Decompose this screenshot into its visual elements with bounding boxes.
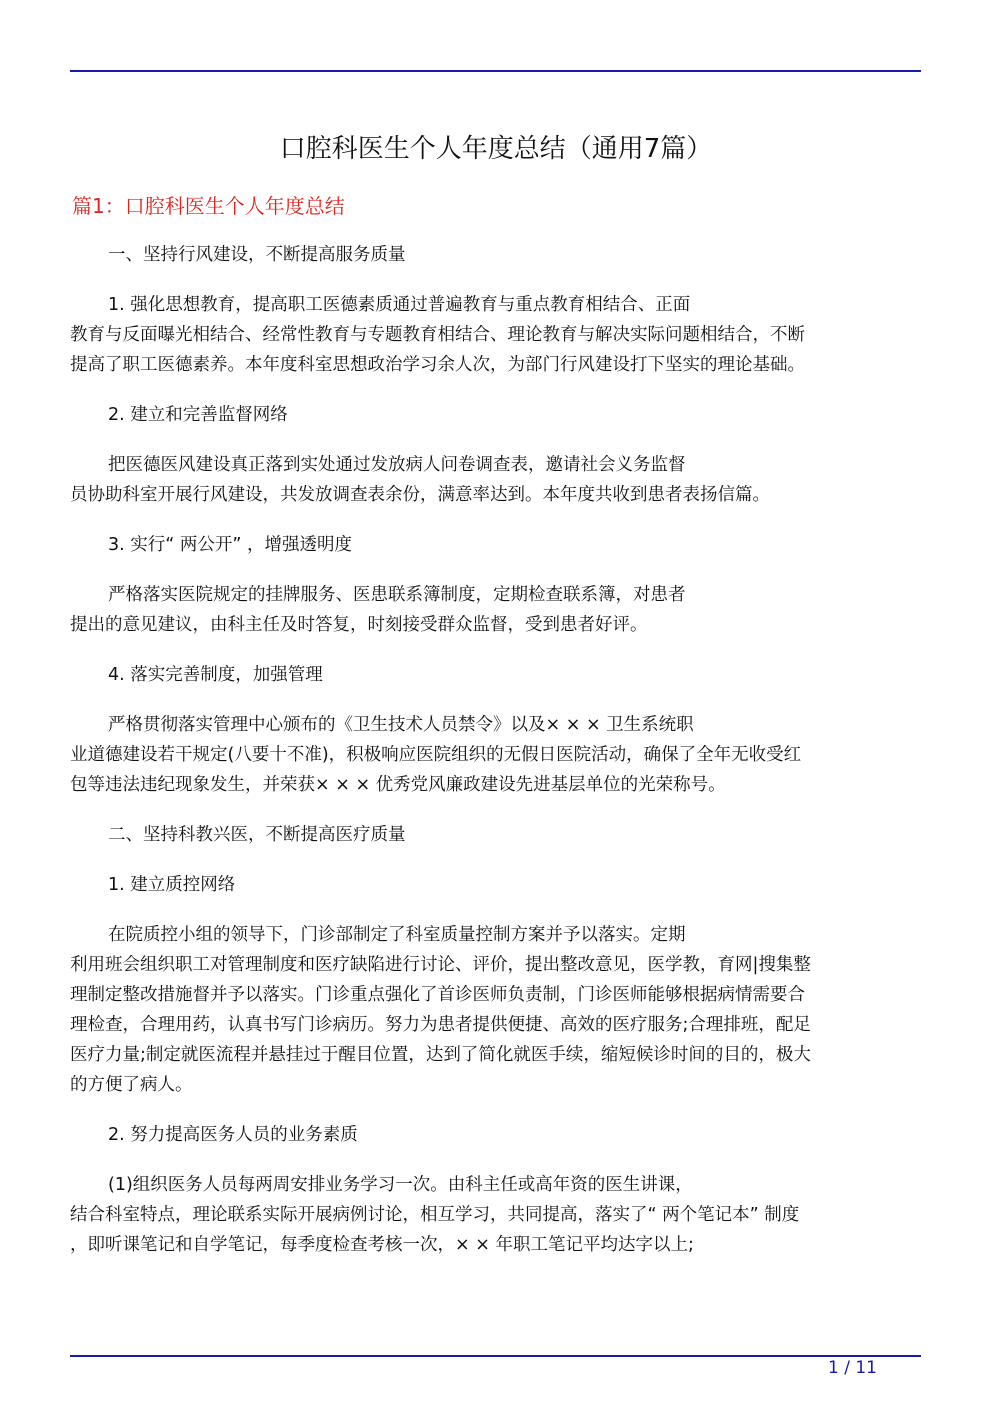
paragraph — [70, 710, 915, 800]
text-line: 提高了职工医德素养。本年度科室思想政治学习余人次，为部门行风建设打下坚实的理论基础。 — [70, 355, 805, 375]
text-line: 提出的意见建议，由科主任及时答复，时刻接受群众监督，受到患者好评。 — [70, 615, 648, 635]
footer-rule — [70, 1355, 921, 1357]
text-line: 员协助科室开展行风建设，共发放调查表余份，满意率达到。本年度共收到患者表扬信篇。 — [70, 485, 770, 505]
paragraph — [70, 870, 915, 900]
text-line: 医疗力量;制定就医流程并悬挂过于醒目位置，达到了简化就医手续，缩短候诊时间的目的，极大 — [70, 1045, 811, 1065]
document-body — [70, 240, 915, 1280]
text-line: 利用班会组织职工对管理制度和医疗缺陷进行讨论、评价，提出整改意见，医学教，育网|搜集整 — [70, 955, 811, 975]
paragraph — [70, 660, 915, 690]
text-line: 结合科室特点，理论联系实际开展病例讨论，相互学习，共同提高，落实了“ 两个笔记本” 制度 — [70, 1205, 800, 1225]
document-title: 口腔科医生个人年度总结（通用7篇） — [279, 134, 713, 164]
paragraph — [70, 530, 915, 560]
paragraph — [70, 1120, 915, 1150]
text-line: 1. 强化思想教育，提高职工医德素质通过普遍教育与重点教育相结合、正面 — [108, 295, 691, 315]
paragraph — [70, 240, 915, 270]
text-line: (1)组织医务人员每两周安排业务学习一次。由科主任或高年资的医生讲课， — [108, 1175, 693, 1195]
text-line: 严格落实医院规定的挂牌服务、医患联系簿制度，定期检查联系簿，对患者 — [108, 585, 686, 605]
paragraph — [70, 1170, 915, 1260]
text-line: 理检查，合理用药，认真书写门诊病历。努力为患者提供便捷、高效的医疗服务;合理排班，配足 — [70, 1015, 811, 1035]
text-line: 教育与反面曝光相结合、经常性教育与专题教育相结合、理论教育与解决实际问题相结合，不断 — [70, 325, 805, 345]
paragraph — [70, 580, 915, 640]
text-line: 理制定整改措施督并予以落实。门诊重点强化了首诊医师负责制，门诊医师能够根据病情需要合 — [70, 985, 805, 1005]
text-line: 严格贯彻落实管理中心颁布的《卫生技术人员禁令》以及× × × 卫生系统职 — [108, 715, 694, 735]
chapter-heading: 篇1：口腔科医生个人年度总结 — [72, 194, 345, 218]
text-line: 包等违法违纪现象发生，并荣获× × × 优秀党风廉政建设先进基层单位的光荣称号。 — [70, 775, 726, 795]
text-line: 的方便了病人。 — [70, 1075, 193, 1095]
page-number: 1 / 11 — [828, 1358, 877, 1378]
paragraph — [70, 290, 915, 380]
text-line: 2. 努力提高医务人员的业务素质 — [108, 1125, 358, 1145]
paragraph — [70, 820, 915, 850]
text-line: 二、坚持科教兴医，不断提高医疗质量 — [108, 825, 406, 845]
text-line: 4. 落实完善制度，加强管理 — [108, 665, 323, 685]
paragraph — [70, 450, 915, 510]
text-line: 3. 实行“ 两公开” ，增强透明度 — [108, 535, 353, 555]
text-line: ，即听课笔记和自学笔记，每季度检查考核一次，× × 年职工笔记平均达字以上; — [70, 1235, 694, 1255]
text-line: 1. 建立质控网络 — [108, 875, 236, 895]
header-rule — [70, 70, 921, 72]
text-line: 一、坚持行风建设，不断提高服务质量 — [108, 245, 406, 265]
paragraph — [70, 400, 915, 430]
text-line: 2. 建立和完善监督网络 — [108, 405, 288, 425]
text-line: 把医德医风建设真正落到实处通过发放病人问卷调查表，邀请社会义务监督 — [108, 455, 686, 475]
paragraph — [70, 920, 915, 1100]
text-line: 在院质控小组的领导下，门诊部制定了科室质量控制方案并予以落实。定期 — [108, 925, 686, 945]
text-line: 业道德建设若干规定(八要十不准)，积极响应医院组织的无假日医院活动，确保了全年无收受红 — [70, 745, 802, 765]
